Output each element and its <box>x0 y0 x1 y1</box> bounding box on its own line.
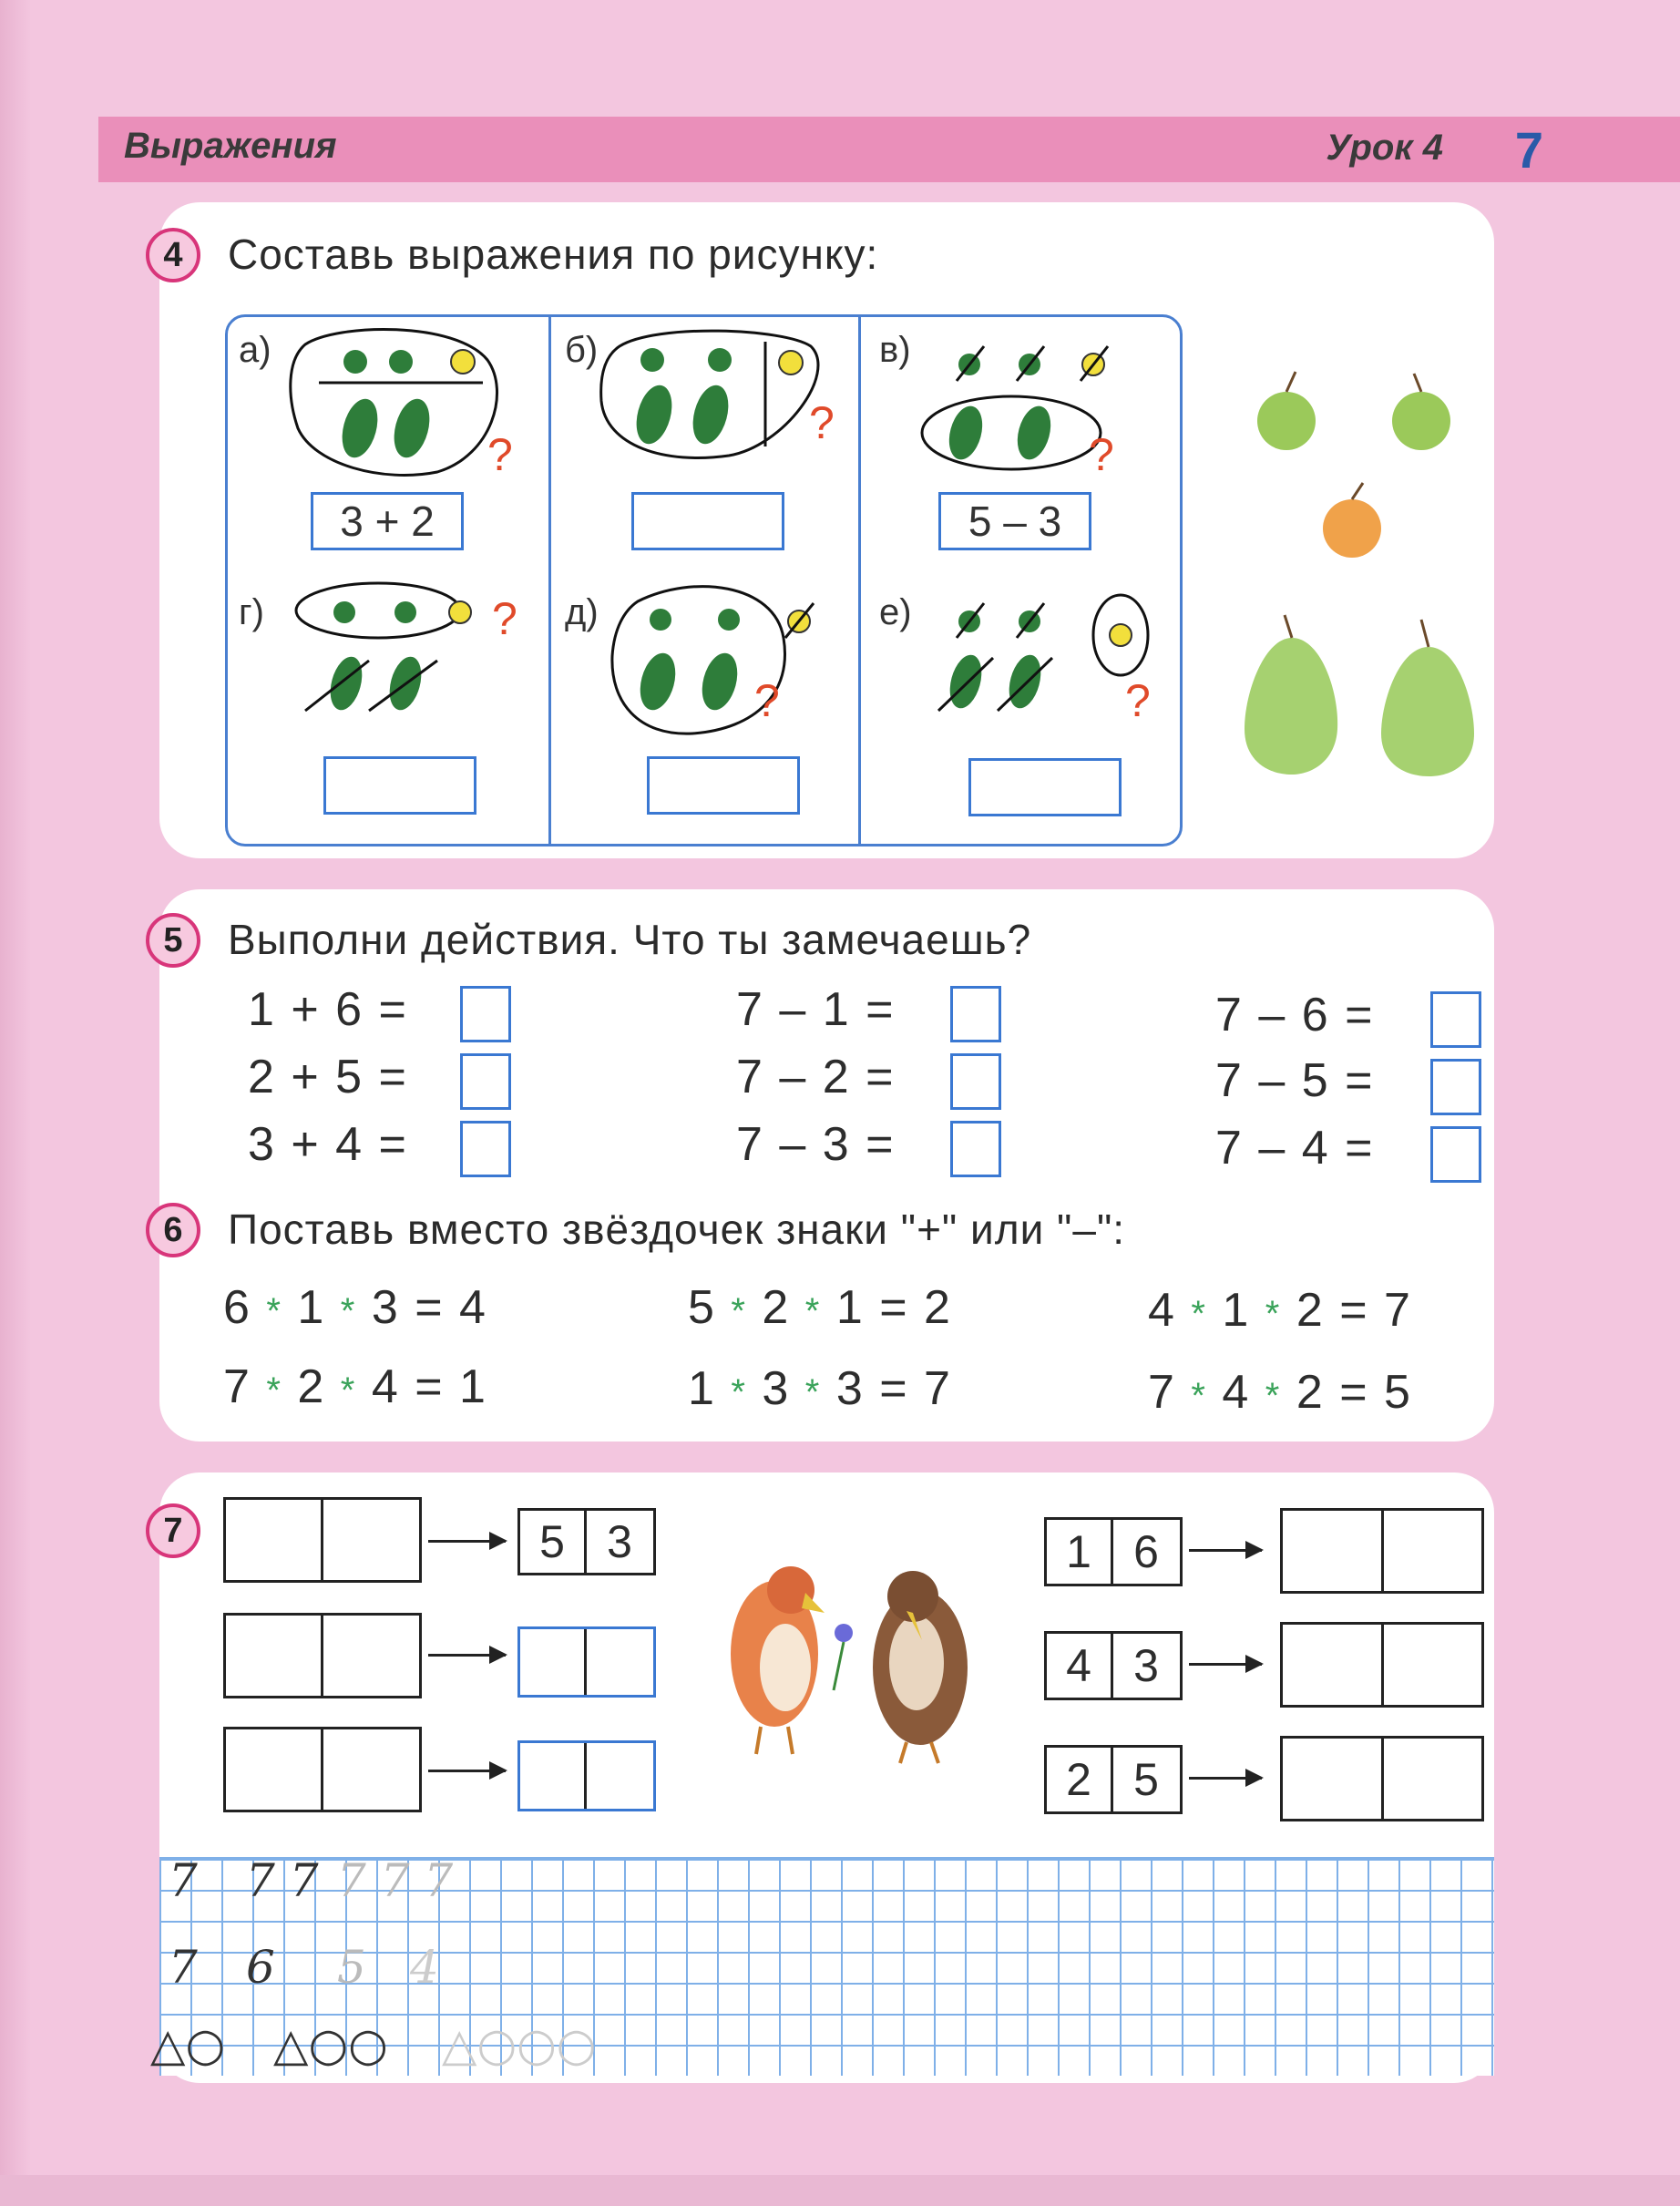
arrow-icon <box>1189 1549 1262 1552</box>
expression: 3 + 4 = <box>248 1118 408 1171</box>
star-equation: 7 * 4 * 2 = 5 <box>1148 1366 1412 1419</box>
answer-box-a[interactable]: 3 + 2 <box>311 492 464 550</box>
domino <box>223 1727 422 1812</box>
number-pair-box: 4 3 <box>1044 1631 1183 1700</box>
number-pair-box: 1 6 <box>1044 1517 1183 1586</box>
question-mark-d: ? <box>754 675 781 726</box>
handwriting-sample: 6 <box>246 1941 275 1994</box>
shape-sequence: △○○ <box>273 2018 388 2071</box>
question-mark-a: ? <box>487 429 514 480</box>
handwriting-sample: 5 <box>337 1941 366 1994</box>
number-pair-box: 2 5 <box>1044 1745 1183 1814</box>
domino <box>223 1613 422 1698</box>
answer-square[interactable] <box>950 1053 1001 1110</box>
cell-label-b: б) <box>565 330 599 370</box>
expression: 7 – 1 = <box>736 983 896 1036</box>
answer-square[interactable] <box>950 986 1001 1042</box>
task6-number-badge: 6 <box>146 1203 200 1257</box>
answer-square[interactable] <box>460 1121 511 1177</box>
question-mark-v: ? <box>1089 429 1115 480</box>
page-number: 7 <box>1514 121 1543 179</box>
star-equation: 4 * 1 * 2 = 7 <box>1148 1284 1412 1337</box>
task5-number-badge: 5 <box>146 913 200 968</box>
expression: 7 – 2 = <box>736 1051 896 1103</box>
shape-sequence: △○ <box>150 2018 226 2071</box>
task4-title: Составь выражения по рисунку: <box>228 231 879 278</box>
answer-square[interactable] <box>1430 1059 1481 1115</box>
birds-illustration <box>731 1566 968 1763</box>
number-pair-box[interactable]: 5 3 <box>517 1508 656 1575</box>
star-equation: 7 * 2 * 4 = 1 <box>223 1360 487 1413</box>
task7-number-badge: 7 <box>146 1503 200 1558</box>
handwriting-sample: 4 <box>410 1941 439 1994</box>
answer-square[interactable] <box>460 986 511 1042</box>
answer-box-d[interactable] <box>647 756 800 815</box>
star-equation: 6 * 1 * 3 = 4 <box>223 1281 487 1334</box>
answer-square[interactable] <box>1430 1126 1481 1183</box>
cell-label-d: д) <box>565 592 599 632</box>
expression: 7 – 5 = <box>1215 1054 1375 1107</box>
cell-label-v: в) <box>879 330 911 370</box>
answer-pair-box[interactable] <box>1280 1622 1484 1708</box>
question-mark-g: ? <box>492 593 518 644</box>
answer-box-e[interactable] <box>968 758 1122 816</box>
handwriting-sample: 7 7 7 <box>337 1854 454 1907</box>
number-pair-box[interactable] <box>517 1740 656 1811</box>
star-equation: 5 * 2 * 1 = 2 <box>688 1281 952 1334</box>
picture-d <box>612 587 814 734</box>
cell-label-g: г) <box>239 592 264 632</box>
task4-number-badge: 4 <box>146 228 200 282</box>
answer-box-g[interactable] <box>323 756 476 815</box>
expression: 1 + 6 = <box>248 983 408 1036</box>
cell-label-e: е) <box>879 592 912 632</box>
star-equation: 1 * 3 * 3 = 7 <box>688 1362 952 1415</box>
handwriting-sample: 7 7 <box>246 1854 319 1907</box>
question-mark-b: ? <box>809 397 835 448</box>
expression: 7 – 4 = <box>1215 1122 1375 1175</box>
task5-title: Выполни действия. Что ты замечаешь? <box>228 916 1032 963</box>
domino <box>223 1497 422 1583</box>
shape-sequence: △○○○ <box>442 2018 597 2071</box>
fruit-illustration <box>1245 372 1474 776</box>
answer-box-v[interactable]: 5 – 3 <box>938 492 1091 550</box>
answer-pair-box[interactable] <box>1280 1736 1484 1821</box>
arrow-icon <box>428 1654 506 1657</box>
picture-b <box>601 331 818 457</box>
section-title: Выражения <box>124 126 337 166</box>
arrow-icon <box>428 1540 506 1543</box>
arrow-icon <box>1189 1663 1262 1666</box>
handwriting-sample: 7 <box>169 1854 198 1907</box>
number-pair-box[interactable] <box>517 1626 656 1698</box>
handwriting-sample: 7 <box>169 1941 198 1994</box>
picture-v <box>922 346 1108 469</box>
answer-square[interactable] <box>1430 991 1481 1048</box>
answer-square[interactable] <box>460 1053 511 1110</box>
picture-a <box>291 329 497 475</box>
lesson-label: Урок 4 <box>1326 128 1443 168</box>
arrow-icon <box>428 1770 506 1772</box>
answer-pair-box[interactable] <box>1280 1508 1484 1594</box>
cell-label-a: а) <box>239 330 271 370</box>
question-mark-e: ? <box>1125 675 1152 726</box>
picture-g <box>296 583 471 713</box>
task6-title: Поставь вместо звёздочек знаки "+" или "–": <box>228 1206 1126 1253</box>
arrow-icon <box>1189 1777 1262 1780</box>
expression: 7 – 6 = <box>1215 989 1375 1041</box>
expression: 2 + 5 = <box>248 1051 408 1103</box>
answer-box-b[interactable] <box>631 492 784 550</box>
picture-e <box>938 595 1148 712</box>
expression: 7 – 3 = <box>736 1118 896 1171</box>
answer-square[interactable] <box>950 1121 1001 1177</box>
